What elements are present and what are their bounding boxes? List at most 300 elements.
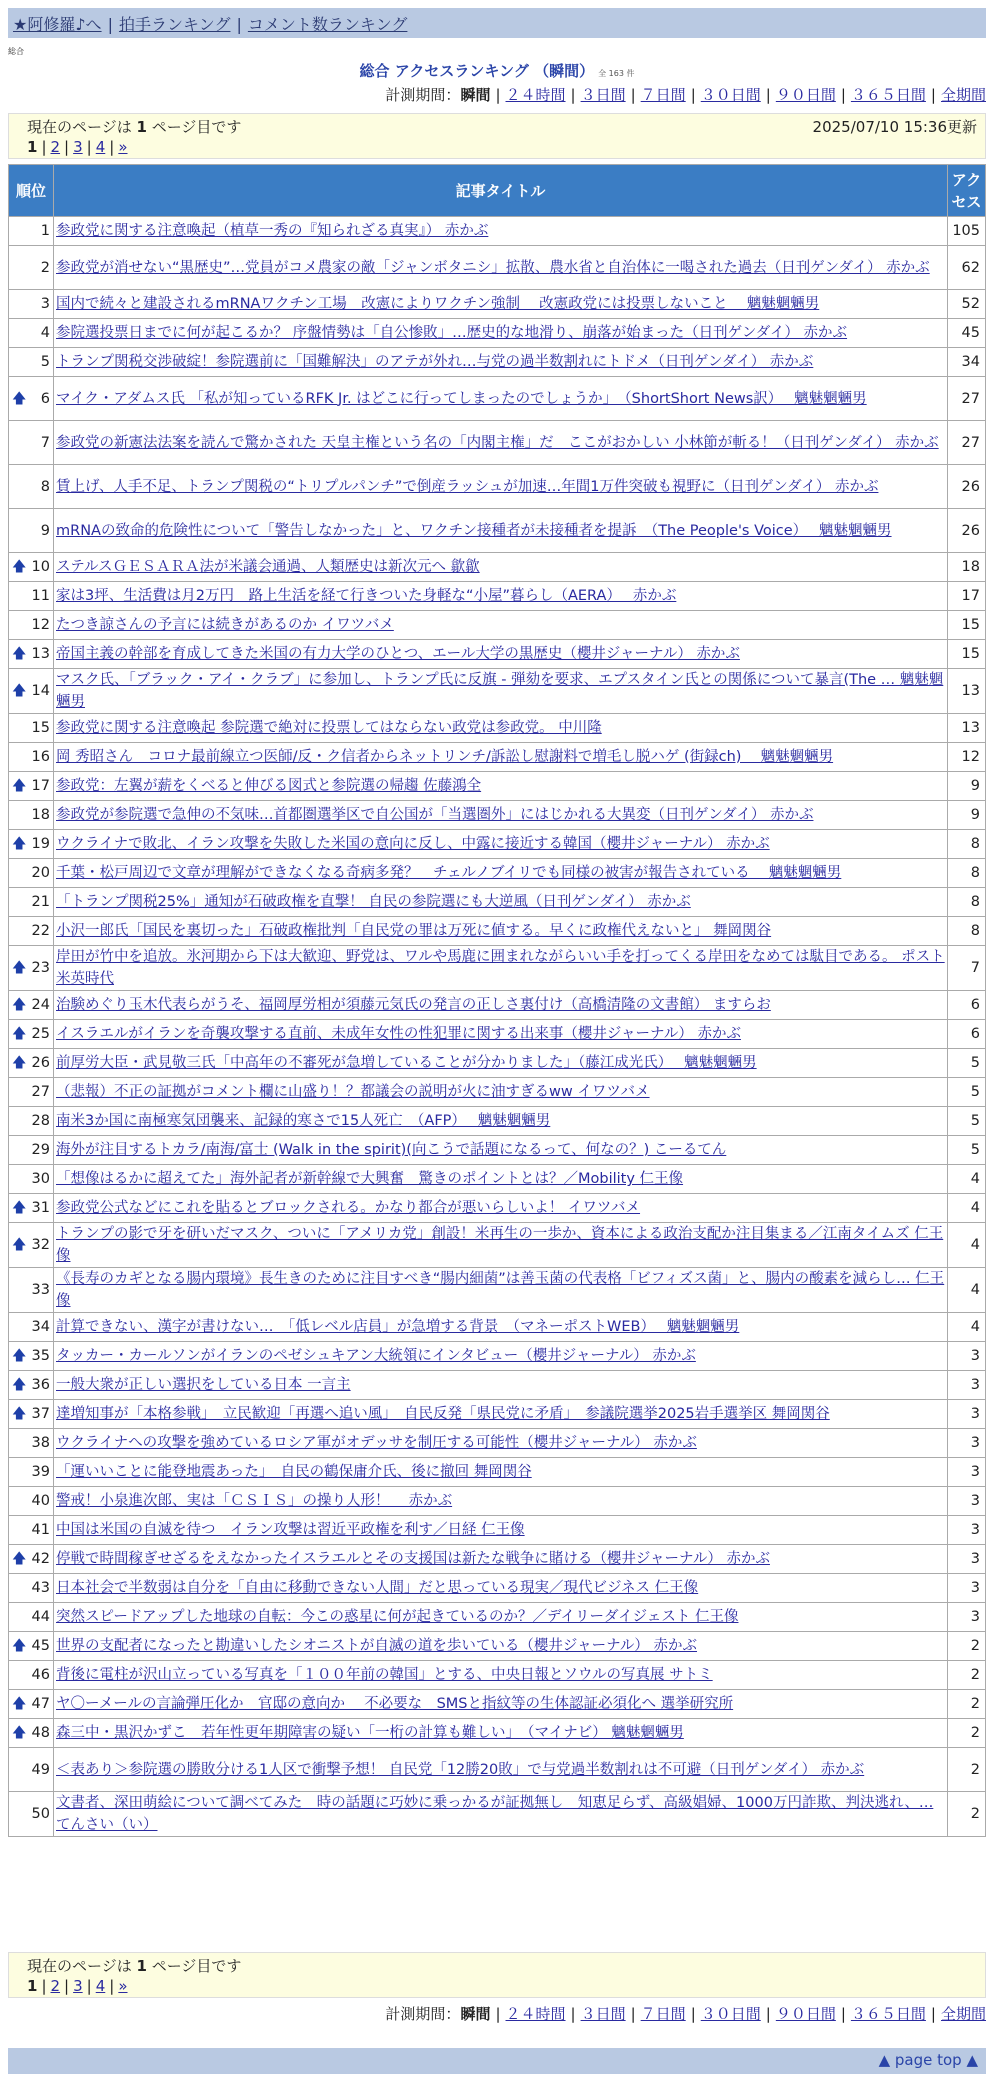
rank-number: 48 [31, 1725, 50, 1741]
title-cell [54, 830, 948, 859]
article-title-link[interactable]: 警戒！小泉進次郎、実は「ＣＳＩＳ」の操り人形！ 赤かぶ [56, 1493, 453, 1509]
table-row [9, 888, 986, 917]
rank-cell [9, 1223, 54, 1268]
rank-cell [9, 917, 54, 946]
rank-number: 38 [31, 1435, 50, 1451]
rank-up-arrow-icon: 🡅 [12, 1348, 27, 1364]
article-title-link[interactable]: ウクライナへの攻撃を強めているロシア軍がオデッサを制圧する可能性（櫻井ジャーナル） 赤かぶ [56, 1435, 697, 1451]
page-link[interactable]: 4 [95, 138, 106, 156]
rank-cell [9, 1603, 54, 1632]
article-title-link[interactable]: 小沢一郎氏「国民を裏切った」石破政権批判「自民党の罪は万死に値する。早くに政権代えないと」 舞岡関谷 [56, 923, 772, 939]
article-title-link[interactable]: 帝国主義の幹部を育成してきた米国の有力大学のひとつ、エール大学の黒歴史（櫻井ジャーナル） 赤かぶ [56, 646, 740, 662]
rank-up-arrow-icon: 🡅 [12, 1026, 27, 1042]
table-row [9, 1342, 986, 1371]
title-cell [54, 1400, 948, 1429]
page-top-link[interactable]: ▲ page top ▲ [878, 2051, 978, 2069]
bottom-bar [8, 2048, 986, 2074]
period-option-link[interactable]: ２４時間 [505, 86, 566, 104]
rank-up-arrow-icon: 🡅 [12, 997, 27, 1013]
article-title-link[interactable]: 世界の支配者になったと勘違いしたシオニストが自滅の道を歩いている（櫻井ジャーナル） 赤かぶ [56, 1638, 698, 1654]
title-cell [54, 946, 948, 991]
access-count: 27 [948, 377, 986, 421]
access-count: 3 [948, 1574, 986, 1603]
nav-separator: | [107, 15, 113, 34]
table-row [9, 1574, 986, 1603]
rank-up-arrow-icon: 🡅 [12, 1200, 27, 1216]
period-separator: | [495, 2005, 501, 2023]
article-title-link[interactable]: ＜表あり＞参院選の勝敗分ける1人区で衝撃予想！ 自民党「12勝20敗」で与党過半数割れは不可避（日刊ゲンダイ） 赤かぶ [56, 1761, 865, 1778]
page-link[interactable]: 2 [50, 138, 61, 156]
article-title-link[interactable]: 参政党に関する注意喚起 参院選で絶対に投票してはならない政党は参政党。 中川隆 [56, 720, 602, 736]
rank-number: 40 [31, 1493, 50, 1509]
rank-cell [9, 1020, 54, 1049]
rank-number: 7 [40, 434, 50, 451]
col-rank-header: 順位 [9, 165, 54, 217]
article-title-link[interactable]: 計算できない、漢字が書けない… 「低レベル店員」が急増する背景 （マネーポストWEB） 魑魅魍魎男 [56, 1319, 740, 1335]
table-row [9, 509, 986, 553]
access-count: 3 [948, 1516, 986, 1545]
period-option-link[interactable]: ９０日間 [775, 86, 836, 104]
title-cell [54, 611, 948, 640]
article-title-link[interactable]: mRNAの致命的危険性について「警告しなかった」と、ワクチン接種者が未接種者を提訴 （The People's Voice） 魑魅魍魎男 [56, 522, 892, 539]
table-row [9, 772, 986, 801]
access-count: 4 [948, 1223, 986, 1268]
article-title-link[interactable]: 参政党に関する注意喚起（植草一秀の『知られざる真実』） 赤かぶ [56, 223, 489, 239]
rank-number: 23 [31, 960, 50, 976]
article-title-link[interactable]: 参政党公式などにこれを貼るとブロックされる。かなり都合が悪いらしいよ！ イワツバメ [56, 1200, 641, 1216]
table-row [9, 640, 986, 669]
pager-bottom [8, 1952, 986, 1998]
article-title-link[interactable]: 文書者、深田萌絵について調べてみた 時の話題に巧妙に乗っかるが証拠無し 知恵足らず、高級娼婦、1000万円詐欺、判決逃れ、… てんさい（い） [56, 1795, 934, 1833]
table-row [9, 1719, 986, 1748]
page-separator: | [41, 1977, 47, 1995]
table-row [9, 1458, 986, 1487]
col-title-header: 記事タイトル [54, 165, 948, 217]
rank-up-arrow-icon: 🡅 [12, 1055, 27, 1071]
access-count: 2 [948, 1748, 986, 1792]
period-separator: | [570, 2005, 576, 2023]
rank-number: 28 [31, 1113, 50, 1129]
access-count: 3 [948, 1603, 986, 1632]
rank-number: 43 [31, 1580, 50, 1596]
title-cell [54, 1107, 948, 1136]
clap-ranking-link[interactable]: 拍手ランキング [118, 15, 231, 34]
rank-number: 13 [31, 646, 50, 662]
rank-cell [9, 1487, 54, 1516]
page-separator: | [41, 138, 47, 156]
rank-cell [9, 801, 54, 830]
title-cell [54, 1748, 948, 1792]
period-option-link[interactable]: ３日間 [580, 2005, 626, 2023]
total-count: 全 163 件 [598, 69, 635, 78]
access-count: 2 [948, 1632, 986, 1661]
access-count: 8 [948, 888, 986, 917]
access-count: 5 [948, 1107, 986, 1136]
title-cell [54, 1487, 948, 1516]
article-title-link[interactable]: 一般大衆が正しい選択をしている日本 一言主 [56, 1377, 351, 1393]
article-title-link[interactable]: 「トランプ関税25%」通知が石破政権を直撃！ 自民の参院選にも大逆風（日刊ゲンダイ） 赤かぶ [56, 894, 691, 910]
table-row [9, 553, 986, 582]
table-row [9, 991, 986, 1020]
article-title-link[interactable]: マスク氏、「ブラック・アイ・クラブ」に参加し、トランプ氏に反旗 - 弾劾を要求、エプスタイン氏との関係について暴言(The … 魑魅魍魎男 [56, 672, 944, 710]
article-title-link[interactable]: （悲報）不正の証拠がコメント欄に山盛り！？都議会の説明が火に油すぎるww イワツバメ [56, 1084, 650, 1100]
rank-number: 9 [40, 522, 50, 539]
access-count: 3 [948, 1400, 986, 1429]
period-option-link[interactable]: ２４時間 [505, 2005, 566, 2023]
rank-cell [9, 290, 54, 319]
rank-cell [9, 1078, 54, 1107]
access-count: 4 [948, 1165, 986, 1194]
rank-number: 46 [31, 1667, 50, 1683]
top-nav-bar [8, 8, 986, 38]
nav-separator: | [236, 15, 242, 34]
rank-cell [9, 1661, 54, 1690]
table-row [9, 1107, 986, 1136]
rank-number: 30 [31, 1171, 50, 1187]
ranking-title: 総合 アクセスランキング （瞬間） [359, 62, 595, 80]
period-option-link[interactable]: ３０日間 [700, 2005, 761, 2023]
period-current: 瞬間 [460, 86, 491, 104]
rank-number: 19 [31, 836, 50, 852]
table-row [9, 1603, 986, 1632]
title-cell [54, 217, 948, 246]
access-count: 15 [948, 640, 986, 669]
page-link[interactable]: 3 [73, 1977, 83, 1995]
article-title-link[interactable]: ステルスＧＥＳＡＲＡ法が米議会通過、人類歴史は新次元へ 歙歙 [56, 559, 480, 575]
article-title-link[interactable]: タッカー・カールソンがイランのペゼシュキアン大統領にインタビュー（櫻井ジャーナル） 赤かぶ [56, 1348, 696, 1364]
rank-cell [9, 1574, 54, 1603]
title-cell [54, 421, 948, 465]
article-title-link[interactable]: トランプの影で牙を研いだマスク、ついに「アメリカ党」創設！米再生の一歩か、資本による政治支配か注目集まる／江南タイムズ 仁王像 [56, 1226, 944, 1264]
article-title-link[interactable]: 「想像はるかに超えてた」海外記者が新幹線で大興奮 驚きのポイントとは？／Mobility 仁王像 [56, 1171, 684, 1187]
rank-cell [9, 1632, 54, 1661]
rank-up-arrow-icon: 🡅 [12, 836, 27, 852]
table-row [9, 1400, 986, 1429]
title-cell [54, 1223, 948, 1268]
access-count: 17 [948, 582, 986, 611]
table-row [9, 1020, 986, 1049]
rank-cell [9, 377, 54, 421]
page-separator: | [86, 1977, 92, 1995]
period-option-link[interactable]: ３６５日間 [850, 2005, 926, 2023]
article-title-link[interactable]: 停戦で時間稼ぎせざるをえなかったイスラエルとその支援国は新たな戦争に賭ける（櫻井ジャーナル） 赤かぶ [56, 1551, 770, 1567]
table-row [9, 290, 986, 319]
access-count: 4 [948, 1268, 986, 1313]
article-title-link[interactable]: 海外が注目するトカラ/南海/富士 (Walk in the spirit)(向こうで話題になるって、何なの？) こーるてん [56, 1142, 727, 1158]
access-count: 4 [948, 1313, 986, 1342]
rank-cell [9, 830, 54, 859]
access-count: 2 [948, 1719, 986, 1748]
table-row [9, 246, 986, 290]
access-count: 3 [948, 1458, 986, 1487]
article-title-link[interactable]: 岸田が竹中を追放。氷河期から下は大歓迎、野党は、ワルや馬鹿に囲まれながらいい手を打ってくる岸田をなめては駄目である。 ポスト米英時代 [56, 949, 945, 987]
article-title-link[interactable]: イスラエルがイランを奇襲攻撃する直前、未成年女性の性犯罪に関する出来事（櫻井ジャーナル） 赤かぶ [56, 1026, 741, 1042]
pager-top [8, 113, 986, 159]
period-option-link[interactable]: ３日間 [580, 86, 626, 104]
period-separator: | [840, 2005, 846, 2023]
access-count: 26 [948, 465, 986, 509]
title-cell [54, 509, 948, 553]
article-title-link[interactable]: 背後に電柱が沢山立っている写真を「１００年前の韓国」とする、中央日報とソウルの写真展 サトミ [56, 1667, 713, 1683]
title-cell [54, 1194, 948, 1223]
table-row [9, 946, 986, 991]
rank-number: 29 [31, 1142, 50, 1158]
period-separator: | [495, 86, 501, 104]
period-separator: | [840, 86, 846, 104]
table-row [9, 1223, 986, 1268]
table-row [9, 319, 986, 348]
title-cell [54, 859, 948, 888]
access-count: 3 [948, 1371, 986, 1400]
rank-cell [9, 1165, 54, 1194]
access-count: 5 [948, 1049, 986, 1078]
page-current: 1 [27, 138, 38, 156]
home-link[interactable]: ★阿修羅♪へ [13, 15, 102, 34]
rank-cell [9, 421, 54, 465]
access-count: 2 [948, 1690, 986, 1719]
article-title-link[interactable]: 森三中・黒沢かずこ 若年性更年期障害の疑い「一桁の計算も難しい」 （マイナビ） 魑魅魍魎男 [56, 1725, 684, 1741]
rank-number: 6 [40, 390, 50, 407]
rank-number: 8 [40, 478, 50, 495]
title-cell [54, 1458, 948, 1487]
period-separator: | [690, 2005, 696, 2023]
article-title-link[interactable]: 参院選投票日までに何が起こるか？ 序盤情勢は「自公惨敗」…歴史的な地滑り、崩落が始まった（日刊ゲンダイ） 赤かぶ [56, 325, 848, 341]
access-count: 3 [948, 1545, 986, 1574]
page-separator: | [109, 138, 115, 156]
article-title-link[interactable]: 参政党：左翼が薪をくべると伸びる図式と参院選の帰趨 佐藤鴻全 [56, 778, 482, 794]
page-separator: | [109, 1977, 115, 1995]
rank-up-arrow-icon: 🡅 [12, 1377, 27, 1393]
article-title-link[interactable]: 治験めぐり玉木代表らがうそ、福岡厚労相が須藤元気氏の発言の正しさ裏付け（高橋清隆の文書館） ますらお [56, 997, 771, 1013]
rank-cell [9, 1748, 54, 1792]
period-separator: | [930, 86, 936, 104]
title-cell [54, 319, 948, 348]
page-link[interactable]: 3 [73, 138, 83, 156]
next-page-link[interactable]: » [118, 1977, 128, 1995]
title-cell [54, 640, 948, 669]
article-title-link[interactable]: 賃上げ、人手不足、トランプ関税の“トリプルパンチ”で倒産ラッシュが加速…年間1万件突破も視野に（日刊ゲンダイ） 赤かぶ [56, 478, 879, 495]
article-title-link[interactable]: 参政党の新憲法法案を読んで驚かされた 天皇主権という名の「内閣主権」だ ここがおかしい 小林節が斬る！（日刊ゲンダイ） 赤かぶ [56, 434, 939, 451]
rank-number: 26 [31, 1055, 50, 1071]
period-selector-bottom [385, 2003, 986, 2024]
table-row [9, 377, 986, 421]
table-row [9, 669, 986, 714]
rank-number: 24 [31, 997, 50, 1013]
rank-up-arrow-icon: 🡅 [12, 1725, 27, 1741]
rank-cell [9, 1371, 54, 1400]
title-cell [54, 465, 948, 509]
period-selector-top [385, 84, 986, 105]
period-separator: | [690, 86, 696, 104]
title-cell [54, 991, 948, 1020]
page-links [27, 137, 967, 157]
rank-up-arrow-icon: 🡅 [12, 1638, 27, 1654]
rank-cell [9, 714, 54, 743]
article-title-link[interactable]: 日本社会で半数弱は自分を「自由に移動できない人間」だと思っている現実／現代ビジネス 仁王像 [56, 1580, 699, 1596]
article-title-link[interactable]: 「運いいことに能登地震あった」 自民の鶴保庸介氏、後に撤回 舞岡関谷 [56, 1464, 532, 1480]
access-count: 15 [948, 611, 986, 640]
table-row [9, 830, 986, 859]
period-option-link[interactable]: ９０日間 [775, 2005, 836, 2023]
rank-cell [9, 991, 54, 1020]
rank-cell [9, 1194, 54, 1223]
page-separator: | [86, 138, 92, 156]
title-cell [54, 1661, 948, 1690]
table-row [9, 421, 986, 465]
access-count: 6 [948, 1020, 986, 1049]
article-title-link[interactable]: 前厚労大臣・武見敬三氏「中高年の不審死が急増していることが分かりました」（藤江成光氏） 魑魅魍魎男 [56, 1055, 757, 1071]
title-cell [54, 1690, 948, 1719]
title-cell [54, 1371, 948, 1400]
rank-number: 42 [31, 1551, 50, 1567]
article-title-link[interactable]: 家は3坪、生活費は月2万円 路上生活を経て行きついた身軽な“小屋”暮らし（AERA） 赤かぶ [56, 588, 677, 604]
period-separator: | [765, 86, 771, 104]
period-separator: | [630, 86, 636, 104]
period-separator: | [765, 2005, 771, 2023]
article-title-link[interactable]: 千葉・松戸周辺で文章が理解ができなくなる奇病多発？ チェルノブイリでも同様の被害が報告されている 魑魅魍魎男 [56, 865, 842, 881]
access-count: 45 [948, 319, 986, 348]
title-cell [54, 917, 948, 946]
period-option-link[interactable]: ３０日間 [700, 86, 761, 104]
rank-number: 45 [31, 1638, 50, 1654]
rank-number: 35 [31, 1348, 50, 1364]
rank-number: 21 [31, 894, 50, 910]
rank-number: 32 [31, 1237, 50, 1253]
access-count: 62 [948, 246, 986, 290]
article-title-link[interactable]: トランプ関税交渉破綻！参院選前に「国難解決」のアテが外れ…与党の過半数割れにトドメ（日刊ゲンダイ） 赤かぶ [56, 354, 814, 370]
title-cell [54, 772, 948, 801]
title-cell [54, 1136, 948, 1165]
article-title-link[interactable]: 突然スピードアップした地球の自転：今この惑星に何が起きているのか？／デイリーダイジェスト 仁王像 [56, 1609, 739, 1625]
access-count: 3 [948, 1429, 986, 1458]
article-title-link[interactable]: マイク・アダムス氏 「私が知っているRFK Jr. はどこに行ってしまったのでしょうか」 （ShortShort News訳） 魑魅魍魎男 [56, 390, 867, 407]
table-row [9, 1371, 986, 1400]
rank-number: 5 [40, 354, 50, 370]
title-cell [54, 1313, 948, 1342]
article-title-link[interactable]: 南米3か国に南極寒気団襲来、記録的寒さで15人死亡 （AFP） 魑魅魍魎男 [56, 1113, 551, 1129]
rank-number: 20 [31, 865, 50, 881]
rank-cell [9, 1690, 54, 1719]
access-count: 27 [948, 421, 986, 465]
comment-ranking-link[interactable]: コメント数ランキング [247, 15, 408, 34]
article-title-link[interactable]: ヤ〇ーメールの言論弾圧化か 官邸の意向か 不必要な SMSと指紋等の生体認証必須化へ 選挙研究所 [56, 1696, 734, 1712]
period-option-link[interactable]: ７日間 [640, 2005, 686, 2023]
period-option-link[interactable]: ７日間 [640, 86, 686, 104]
rank-cell [9, 217, 54, 246]
page-status: 現在のページは 1 ページ目です [27, 118, 242, 136]
rank-number: 39 [31, 1464, 50, 1480]
table-row [9, 465, 986, 509]
rank-up-arrow-icon: 🡅 [12, 1696, 27, 1712]
article-title-link[interactable]: 岡 秀昭さん コロナ最前線立つ医師/反・ク信者からネットリンチ/訴訟し慰謝料で増毛し脱ハゲ (街録ch) 魑魅魍魎男 [56, 749, 834, 765]
title-cell [54, 553, 948, 582]
title-cell [54, 290, 948, 319]
article-title-link[interactable]: 中国は米国の自滅を待つ イラン攻撃は習近平政権を利す／日経 仁王像 [56, 1522, 525, 1538]
title-cell [54, 1165, 948, 1194]
article-title-link[interactable]: ウクライナで敗北、イラン攻撃を失敗した米国の意向に反し、中露に接近する韓国（櫻井ジャーナル） 赤かぶ [56, 836, 770, 852]
access-count: 18 [948, 553, 986, 582]
rank-number: 47 [31, 1696, 50, 1712]
period-separator: | [570, 86, 576, 104]
table-row [9, 714, 986, 743]
access-count: 52 [948, 290, 986, 319]
rank-cell [9, 772, 54, 801]
rank-cell [9, 1313, 54, 1342]
table-row [9, 1690, 986, 1719]
access-count: 26 [948, 509, 986, 553]
rank-up-arrow-icon: 🡅 [12, 960, 27, 976]
rank-cell [9, 348, 54, 377]
rank-number: 22 [31, 923, 50, 939]
article-title-link[interactable]: 《長寿のカギとなる腸内環境》長生きのために注目すべき“腸内細菌”は善玉菌の代表格「ビフィズス菌」と、腸内の酸素を減らし… 仁王像 [56, 1271, 945, 1309]
table-row [9, 1487, 986, 1516]
access-count: 3 [948, 1487, 986, 1516]
col-access-header: アクセス [948, 165, 986, 217]
rank-number: 36 [31, 1377, 50, 1393]
page-link[interactable]: 2 [50, 1977, 61, 1995]
access-count: 2 [948, 1792, 986, 1837]
page-link[interactable]: 4 [95, 1977, 106, 1995]
access-count: 7 [948, 946, 986, 991]
rank-up-arrow-icon: 🡅 [12, 646, 27, 662]
period-label: 計測期間： [385, 2005, 461, 2023]
page-separator: | [64, 138, 70, 156]
article-title-link[interactable]: 参政党が消せない“黒歴史”…党員がコメ農家の敵「ジャンボタニシ」拡散、農水省と自治体に一喝された過去（日刊ゲンダイ） 赤かぶ [56, 259, 930, 276]
rank-number: 10 [31, 559, 50, 575]
title-cell [54, 1020, 948, 1049]
table-row [9, 1632, 986, 1661]
ranking-table [8, 164, 986, 1837]
period-option-link[interactable]: 全期間 [940, 2005, 986, 2023]
title-cell [54, 246, 948, 290]
article-title-link[interactable]: 参政党が参院選で急伸の不気味…首都圏選挙区で自公国が「当選圏外」にはじかれる大異変（日刊ゲンダイ） 赤かぶ [56, 807, 814, 823]
page-status: 現在のページは 1 ページ目です [27, 1957, 242, 1975]
period-separator: | [630, 2005, 636, 2023]
title-cell [54, 1268, 948, 1313]
rank-number: 37 [31, 1406, 50, 1422]
table-row [9, 1049, 986, 1078]
rank-cell [9, 1516, 54, 1545]
title-cell [54, 743, 948, 772]
rank-cell [9, 1342, 54, 1371]
rank-number: 27 [31, 1084, 50, 1100]
next-page-link[interactable]: » [118, 138, 128, 156]
access-count: 8 [948, 917, 986, 946]
article-title-link[interactable]: 達増知事が「本格参戦」 立民歓迎「再選へ追い風」 自民反発「県民党に矛盾」 参議院選挙2025岩手選挙区 舞岡関谷 [56, 1406, 830, 1422]
title-cell [54, 1574, 948, 1603]
access-count: 34 [948, 348, 986, 377]
title-cell [54, 1632, 948, 1661]
article-title-link[interactable]: たつき諒さんの予言には続きがあるのか イワツバメ [56, 617, 394, 633]
period-option-link[interactable]: ３６５日間 [850, 86, 926, 104]
rank-cell [9, 669, 54, 714]
table-row [9, 582, 986, 611]
access-count: 5 [948, 1136, 986, 1165]
title-cell [54, 1719, 948, 1748]
rank-cell [9, 1545, 54, 1574]
rank-cell [9, 743, 54, 772]
period-option-link[interactable]: 全期間 [940, 86, 986, 104]
rank-number: 17 [31, 778, 50, 794]
access-count: 4 [948, 1194, 986, 1223]
table-row [9, 348, 986, 377]
article-title-link[interactable]: 国内で続々と建設されるmRNAワクチン工場 改憲によりワクチン強制 改憲政党には投票しないこと 魑魅魍魎男 [56, 296, 820, 312]
access-count: 12 [948, 743, 986, 772]
table-row [9, 1194, 986, 1223]
rank-cell [9, 1268, 54, 1313]
title-cell [54, 1049, 948, 1078]
rank-number: 44 [31, 1609, 50, 1625]
